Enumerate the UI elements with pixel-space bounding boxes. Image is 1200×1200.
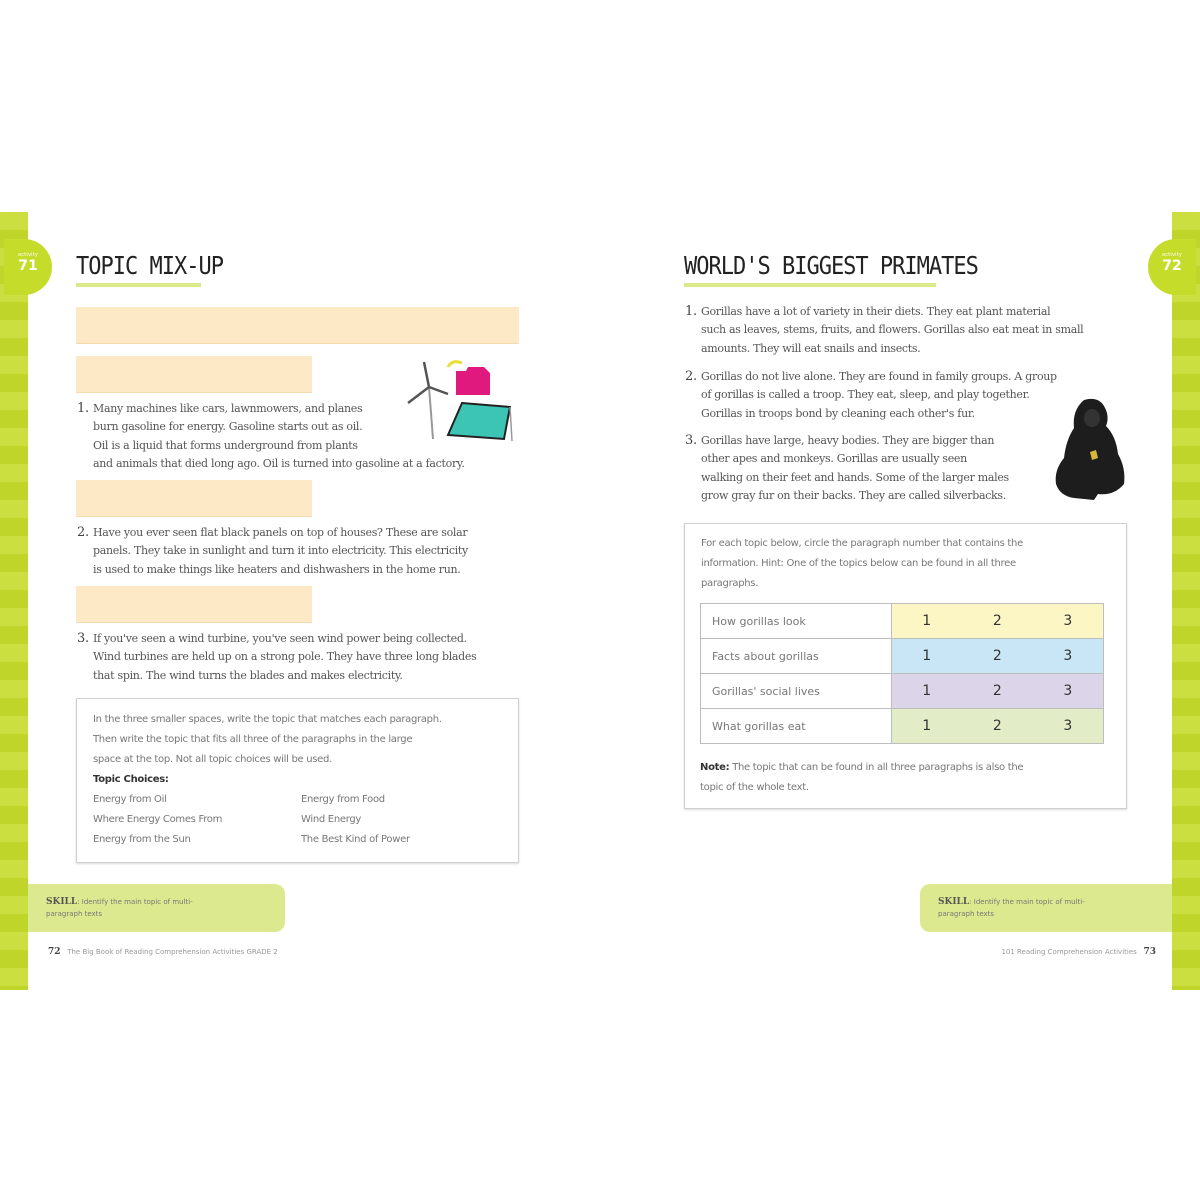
topic-choice: The Best Kind of Power: [301, 834, 410, 845]
option-1[interactable]: 1: [891, 674, 962, 709]
main-topic-answer-box[interactable]: [76, 307, 519, 344]
instructions-box-right: For each topic below, circle the paragraph number that contains the information. Hint: One of the topics below can be found in all three paragraphs.: [684, 523, 1127, 809]
note-text: Note: The topic that can be found in all three paragraphs is also the topic of the whole text.: [700, 762, 1024, 793]
option-3[interactable]: 3: [1033, 639, 1104, 674]
page-title-left: TOPIC MIX-UP: [76, 252, 223, 281]
page-number-right: 73: [1143, 947, 1156, 957]
topic-choice: Energy from the Sun: [93, 834, 191, 845]
activity-label: activity: [1161, 252, 1183, 258]
topic-choices-list: [93, 790, 518, 850]
option-1[interactable]: 1: [891, 709, 962, 744]
table-row: What gorillas eat 1 2 3: [701, 709, 1104, 744]
activity-number: 72: [1162, 258, 1182, 274]
paragraph-1: 1. Gorillas have a lot of variety in their diets. They eat plant material such as leaves, stems, fruits, and flowers. Gorillas also eat meat in small amounts. They will eat snails and insects.: [685, 304, 1084, 355]
paragraph-3: 3. Gorillas have large, heavy bodies. They are bigger than other apes and monkeys. Gorillas are usually seen walking on their feet and hands. Some of the larger males grow gray fur on their backs. They are called silverbacks.: [685, 433, 1009, 502]
option-2[interactable]: 2: [962, 604, 1033, 639]
title-underline: [76, 283, 201, 287]
topic-choices-heading: Topic Choices:: [93, 774, 169, 785]
activity-badge-72: [1148, 239, 1196, 295]
gorilla-illustration: [1054, 396, 1128, 500]
activity-number: 71: [18, 258, 38, 274]
book-spread: [0, 212, 1200, 990]
title-underline: [684, 283, 936, 287]
wind-turbine-icon: [404, 357, 518, 443]
paragraph-3: 3. If you've seen a wind turbine, you've seen wind power being collected. Wind turbines are held up on a strong pole. They have three long blades that spin. The wind turns the blades and makes electricity.: [77, 631, 477, 682]
table-row: How gorillas look 1 2 3: [701, 604, 1104, 639]
option-1[interactable]: 1: [891, 604, 962, 639]
instructions-box-left: In the three smaller spaces, write the topic that matches each paragraph. Then write the topic that fits all three of the paragraphs in the large space at the top. Not all topic choices will be used. Topic Choices: Energy from Oil Energy from Food Where Energy Comes From Wind Energy Energy from the Sun The Best Kind of Power: [76, 698, 519, 863]
option-2[interactable]: 2: [962, 639, 1033, 674]
topic-paragraph-table: [700, 603, 1104, 744]
paragraph-1-answer-box[interactable]: [76, 356, 312, 393]
topic-choice: Energy from Food: [301, 794, 385, 805]
option-2[interactable]: 2: [962, 709, 1033, 744]
option-2[interactable]: 2: [962, 674, 1033, 709]
option-3[interactable]: 3: [1033, 709, 1104, 744]
energy-illustration: [404, 357, 518, 443]
page-number-left: 72: [48, 947, 61, 957]
paragraph-3-answer-box[interactable]: [76, 586, 312, 623]
activity-label: activity: [17, 252, 39, 258]
book-title-right: 101 Reading Comprehension Activities: [1001, 948, 1137, 956]
skill-box-right: SKILL: Identify the main topic of multi- paragraph texts: [920, 884, 1172, 932]
footer-right: [1001, 947, 1156, 957]
page-title-right: WORLD'S BIGGEST PRIMATES: [684, 252, 978, 281]
topic-choice: Energy from Oil: [93, 794, 167, 805]
option-1[interactable]: 1: [891, 639, 962, 674]
option-3[interactable]: 3: [1033, 604, 1104, 639]
book-title-left: The Big Book of Reading Comprehension Activities GRADE 2: [67, 948, 278, 956]
paragraph-2-answer-box[interactable]: [76, 480, 312, 517]
topic-choice: Where Energy Comes From: [93, 814, 223, 825]
paragraph-1: 1. Many machines like cars, lawnmowers, and planes burn gasoline for energy. Gasoline starts out as oil. Oil is a liquid that forms underground from plants and animals that died long ago. Oil is turned into gasoline at a factory.: [77, 401, 465, 470]
gorilla-icon: [1054, 396, 1128, 500]
paragraph-2: 2. Gorillas do not live alone. They are found in family groups. A group of gorillas is called a troop. They eat, sleep, and play together. Gorillas in troops bond by cleaning each other's fur.: [685, 369, 1057, 420]
table-row: Facts about gorillas 1 2 3: [701, 639, 1104, 674]
table-row: Gorillas' social lives 1 2 3: [701, 674, 1104, 709]
topic-choice: Wind Energy: [301, 814, 362, 825]
activity-badge-71: [4, 239, 52, 295]
paragraph-2: 2. Have you ever seen flat black panels on top of houses? These are solar panels. They take in sunlight and turn it into electricity. This electricity is used to make things like heaters and dishwashers in the home run.: [77, 525, 468, 576]
option-3[interactable]: 3: [1033, 674, 1104, 709]
right-page-edge-strip: [1172, 212, 1200, 990]
skill-box-left: SKILL: Identify the main topic of multi- paragraph texts: [28, 884, 285, 932]
left-page-edge-strip: [0, 212, 28, 990]
footer-left: [48, 947, 278, 957]
